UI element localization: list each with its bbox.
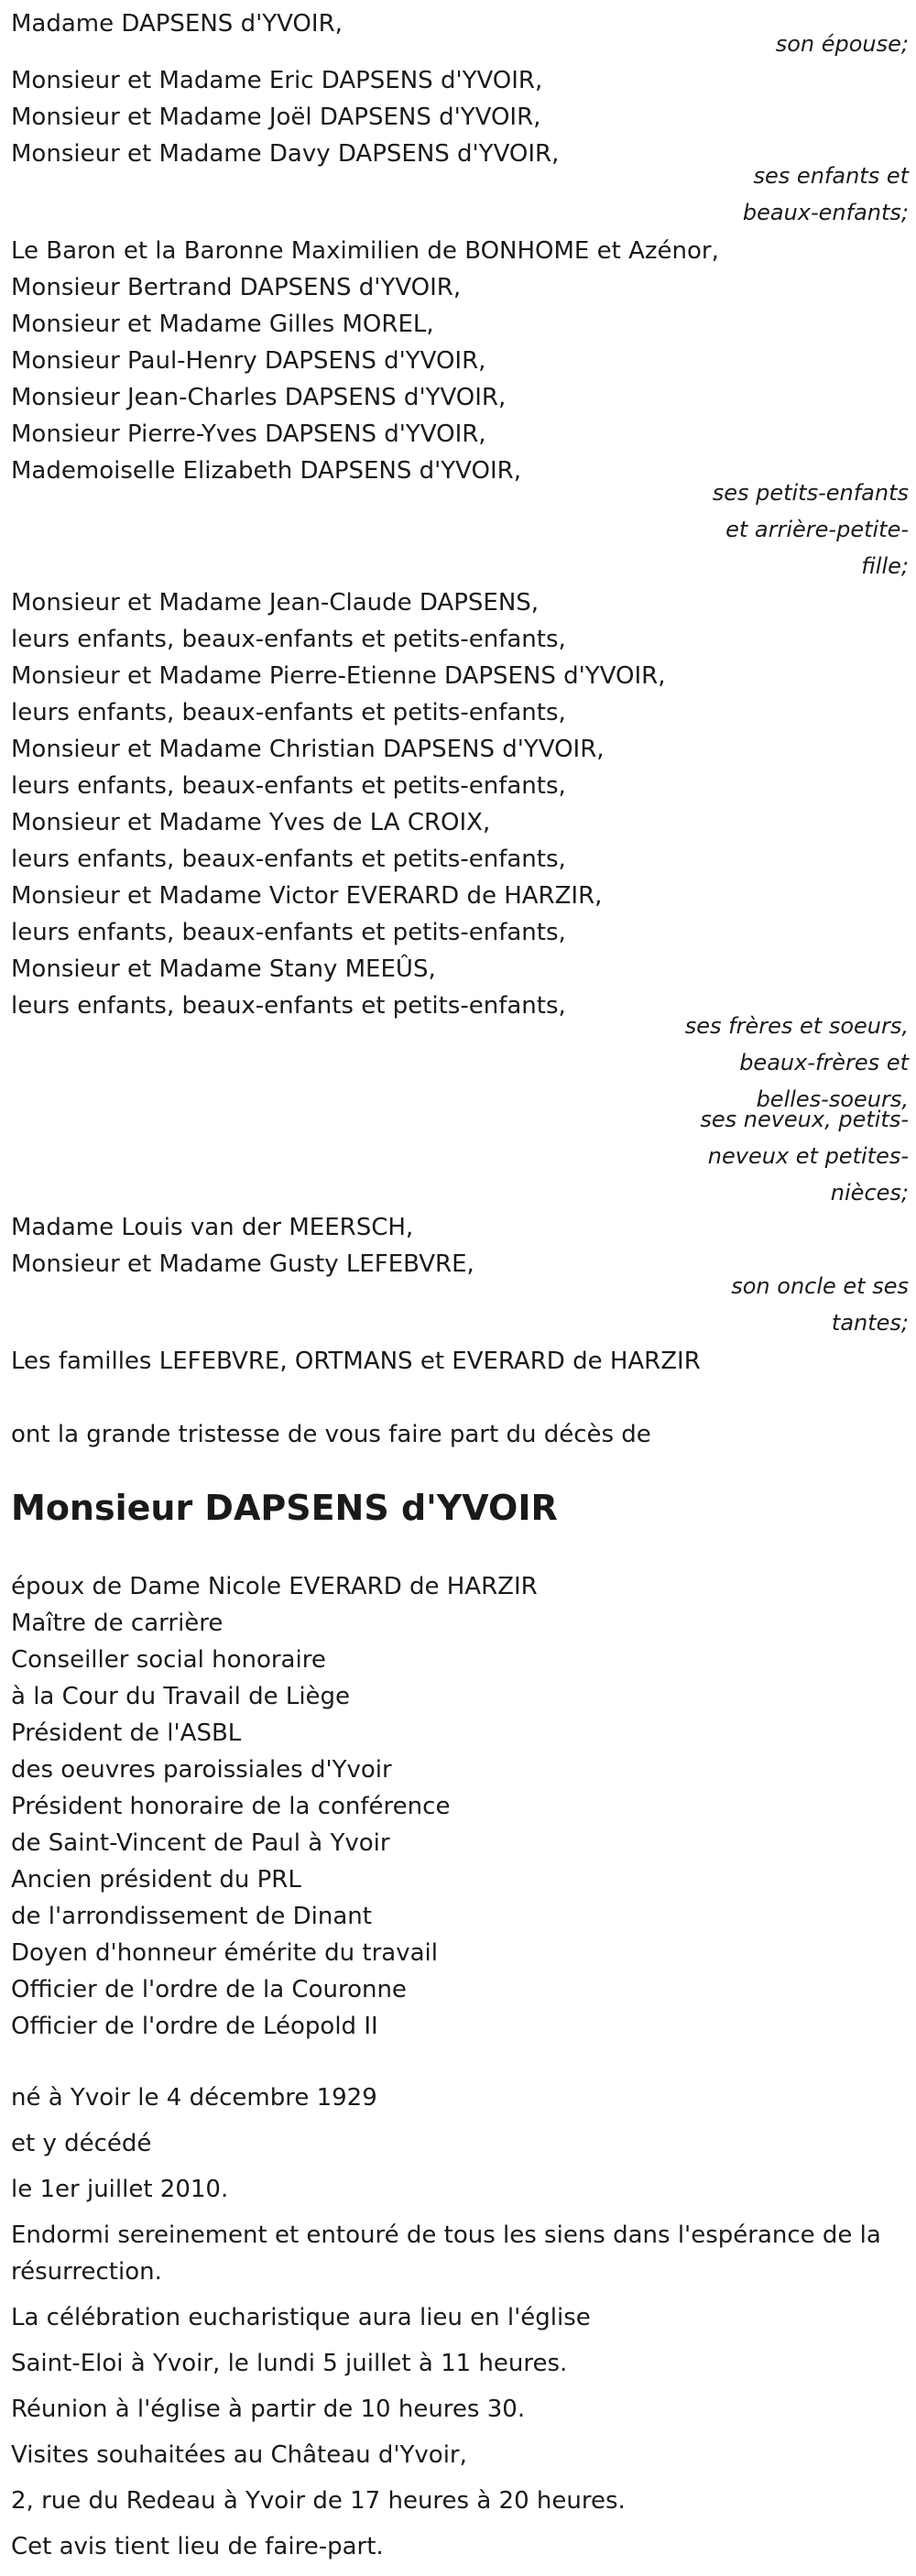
title-line: Conseiller social honoraire: [11, 1646, 326, 1674]
family-name-line: Monsieur et Madame Gusty LEFEBVRE,: [11, 1250, 474, 1278]
family-name-line: Madame DAPSENS d'YVOIR,: [11, 10, 343, 38]
title-line: Maître de carrière: [11, 1610, 224, 1637]
family-name-line: Monsieur et Madame Christian DAPSENS d'YVOIR,: [11, 736, 605, 763]
family-name-line: Les familles LEFEBVRE, ORTMANS et EVERARD de HARZIR: [11, 1348, 701, 1375]
detail-line: Endormi sereinement et entouré de tous les siens dans l'espérance de la: [11, 2221, 881, 2249]
family-name-line: Monsieur Pierre-Yves DAPSENS d'YVOIR,: [11, 420, 486, 448]
family-name-line: Monsieur Bertrand DAPSENS d'YVOIR,: [11, 274, 462, 301]
family-name-line: Monsieur et Madame Yves de LA CROIX,: [11, 809, 491, 836]
title-line: de l'arrondissement de Dinant: [11, 1903, 372, 1930]
family-name-line: Monsieur et Madame Pierre-Etienne DAPSENS d'YVOIR,: [11, 662, 666, 690]
detail-line: né à Yvoir le 4 décembre 1929: [11, 2084, 377, 2112]
family-name-line: Le Baron et la Baronne Maximilien de BONHOME et Azénor,: [11, 237, 719, 265]
deceased-name: Monsieur DAPSENS d'YVOIR: [11, 1488, 558, 1528]
title-line: de Saint-Vincent de Paul à Yvoir: [11, 1829, 390, 1857]
title-line: Doyen d'honneur émérite du travail: [11, 1939, 438, 1967]
family-name-line: leurs enfants, beaux-enfants et petits-enfants,: [11, 626, 566, 653]
relation-label: tantes;: [831, 1310, 909, 1336]
relation-label: son épouse;: [775, 31, 909, 57]
title-line: Président honoraire de la conférence: [11, 1793, 451, 1820]
detail-line: La célébration eucharistique aura lieu en l'église: [11, 2304, 591, 2331]
detail-line: Saint-Eloi à Yvoir, le lundi 5 juillet à 11 heures.: [11, 2350, 568, 2377]
relation-label: neveux et petites-: [707, 1143, 909, 1169]
family-name-line: Monsieur et Madame Davy DAPSENS d'YVOIR,: [11, 140, 560, 168]
relation-label: beaux-enfants;: [742, 200, 909, 225]
relation-label: ses petits-enfants: [712, 480, 909, 506]
family-name-line: Monsieur et Madame Joël DAPSENS d'YVOIR,: [11, 104, 541, 131]
family-name-line: leurs enfants, beaux-enfants et petits-enfants,: [11, 699, 566, 726]
title-line: des oeuvres paroissiales d'Yvoir: [11, 1756, 392, 1784]
detail-line: et y décédé: [11, 2130, 152, 2157]
title-line: époux de Dame Nicole EVERARD de HARZIR: [11, 1573, 538, 1600]
family-name-line: Mademoiselle Elizabeth DAPSENS d'YVOIR,: [11, 457, 521, 485]
relation-label: ses neveux, petits-: [700, 1107, 909, 1132]
detail-line: Visites souhaitées au Château d'Yvoir,: [11, 2441, 467, 2469]
family-name-line: leurs enfants, beaux-enfants et petits-enfants,: [11, 992, 566, 1020]
family-name-line: Monsieur et Madame Gilles MOREL,: [11, 311, 434, 338]
family-name-line: Monsieur et Madame Eric DAPSENS d'YVOIR,: [11, 67, 543, 94]
family-name-line: leurs enfants, beaux-enfants et petits-enfants,: [11, 846, 566, 873]
family-name-line: leurs enfants, beaux-enfants et petits-enfants,: [11, 919, 566, 946]
relation-label: beaux-frères et: [739, 1050, 909, 1075]
family-name-line: leurs enfants, beaux-enfants et petits-enfants,: [11, 772, 566, 800]
relation-label: ses frères et soeurs,: [684, 1013, 909, 1039]
relation-label: ses enfants et: [753, 163, 909, 189]
relation-label: son oncle et ses: [731, 1273, 909, 1299]
family-name-line: Monsieur Paul-Henry DAPSENS d'YVOIR,: [11, 347, 486, 375]
relation-label: et arrière-petite-: [725, 517, 909, 542]
title-line: à la Cour du Travail de Liège: [11, 1683, 351, 1710]
title-line: Officier de l'ordre de la Couronne: [11, 1976, 407, 2003]
detail-line: 2, rue du Redeau à Yvoir de 17 heures à 20 heures.: [11, 2487, 626, 2515]
family-name-line: Madame Louis van der MEERSCH,: [11, 1214, 414, 1241]
detail-line: le 1er juillet 2010.: [11, 2176, 229, 2203]
family-name-line: Monsieur et Madame Stany MEEÛS,: [11, 955, 436, 983]
title-line: Président de l'ASBL: [11, 1719, 242, 1747]
relation-label: fille;: [861, 553, 909, 579]
detail-line: résurrection.: [11, 2258, 162, 2286]
announcement-text: ont la grande tristesse de vous faire part du décès de: [11, 1421, 651, 1448]
relation-label: belles-soeurs,: [756, 1086, 909, 1112]
detail-line: Réunion à l'église à partir de 10 heures 30.: [11, 2396, 526, 2423]
relation-label: nièces;: [830, 1180, 909, 1206]
family-name-line: Monsieur Jean-Charles DAPSENS d'YVOIR,: [11, 384, 507, 411]
title-line: Officier de l'ordre de Léopold II: [11, 2013, 378, 2040]
family-name-line: Monsieur et Madame Victor EVERARD de HARZIR,: [11, 882, 603, 910]
family-name-line: Monsieur et Madame Jean-Claude DAPSENS,: [11, 589, 540, 617]
detail-line: Cet avis tient lieu de faire-part.: [11, 2533, 384, 2560]
title-line: Ancien président du PRL: [11, 1866, 301, 1894]
